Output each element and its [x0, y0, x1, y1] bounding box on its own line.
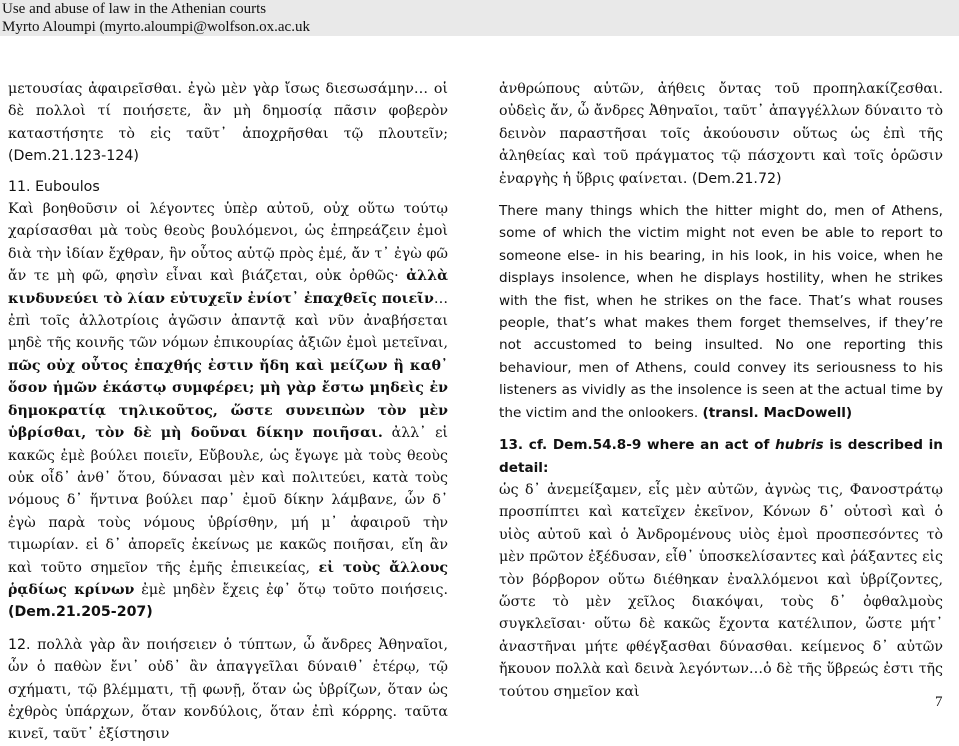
heading-text: is described in detail:	[499, 437, 943, 476]
greek-text-bold: εἰ τοὺς ἄλλους ῥᾳδίως κρίνων	[8, 559, 449, 598]
passage-13-heading	[499, 434, 943, 479]
header-title: Use and abuse of law in the Athenian courts	[2, 1, 267, 17]
heading-emphasis: hubris	[775, 437, 824, 454]
right-column	[499, 78, 943, 703]
greek-text: ἀλλ᾽ εἰ κακῶς ἐμὲ βούλει ποιεῖν, Εὔβουλε, ὡς ἔγωγε μὰ τοὺς θεοὺς οὐκ οἶδ᾽ ἀνθ᾽ ὅτου, δύνασαι μὲν καὶ πολιτεύει, κατὰ τοὺς νόμους δ᾽ ἥντινα βούλει παρ᾽ ἐμοῦ δίκην λάμβανε, ὧν δ᾽ ἐγὼ παρὰ τοὺς νόμους ὑβρίσθην, μή μ᾽ ἀφαιροῦ τὴν τιμωρίαν. εἰ δ᾽ ἀπορεῖς ἐκείνως με κακῶς ποιῆσαι, εἴη ἂν καὶ τοῦτο σημεῖον τῆς ἐμῆς ἐπιεικείας,	[8, 425, 448, 576]
passage-12	[8, 634, 448, 746]
passage-label: 11. Euboulos	[8, 178, 100, 195]
greek-text: …ἐπὶ τοῖς ἀλλοτρίοις ἀγῶσιν ἀπαντᾷ καὶ νῦν ἀναβήσεται μηδὲ τῆς κοινῆς τῶν νόμων ἐπικουρίας ἀξιῶν ἐμοὶ μετεῖναι,	[8, 290, 448, 352]
header-author: Myrto Aloumpi (myrto.aloumpi@wolfson.ox.ac.uk	[2, 19, 310, 35]
translation	[499, 200, 943, 424]
passage-13	[499, 479, 943, 703]
greek-text: πολλὰ γὰρ ἂν ποιήσειεν ὁ τύπτων, ὦ ἄνδρες Ἀθηναῖοι, ὧν ὁ παθὼν ἔνι᾽ οὐδ᾽ ἂν ἀπαγγεῖλαι δύναιθ᾽ ἑτέρῳ, τῷ σχήματι, τῷ βλέμματι, τῇ φωνῇ, ὅταν ὡς ὑβρίζων, ὅταν ὡς ἐχθρὸς ὑπάρχων, ὅταν κονδύλοις, ὅταν ἐπὶ κόρρης. ταῦτα κινεῖ, ταῦτ᾽ ἐξίστησιν	[8, 636, 448, 743]
passage-11	[8, 198, 448, 624]
greek-text: Καὶ βοηθοῦσιν οἱ λέγοντες ὑπὲρ αὐτοῦ, οὐχ οὕτω τούτῳ χαρίσασθαι μὰ τοὺς θεοὺς βουλόμενοι, ὡς ἐπηρεάζειν ἐμοὶ διὰ τὴν ἰδίαν ἔχθραν, ἣν οὗτος αὑτῷ πρὸς ἐμέ, ἄν τ᾽ ἐγὼ φῶ ἄν τε μὴ φῶ, φησὶν εἶναι καὶ βιάζεται, οὐκ ὀρθῶς·	[8, 201, 448, 285]
left-column	[8, 78, 448, 746]
citation: (transl. MacDowell)	[702, 404, 853, 421]
document-header	[0, 0, 959, 36]
greek-text-bold: πῶς οὐχ οὗτος ἐπαχθής ἐστιν ἤδη καὶ μείζων ἢ καθ᾽ ὅσον ἡμῶν ἑκάστῳ συμφέρει; μὴ γὰρ ἔστω μηδεὶς ἐν δημοκρατίᾳ τηλικοῦτος, ὥστε συνειπὼν τὸν μὲν ὑβρίσθαι, τὸν δὲ μὴ δοῦναι δίκην ποιῆσαι.	[8, 357, 448, 442]
greek-text: ἀνθρώπους αὑτῶν, ἀήθεις ὄντας τοῦ προπηλακίζεσθαι. οὐδεὶς ἄν, ὦ ἄνδρες Ἀθηναῖοι, ταῦτ᾽ ἀπαγγέλλων δύναιτο τὸ δεινὸν παραστῆσαι τοῖς ἀκούουσιν οὕτως ὡς ἐπὶ τῆς ἀληθείας καὶ τοῦ πράγματος τῷ πάσχοντι καὶ τοῖς ὁρῶσιν ἐναργὴς ἡ ὕβρις φαίνεται.	[499, 81, 943, 187]
greek-text: ἐμὲ μηδὲν ἔχεις ἐφ᾽ ὅτῳ τοῦτο ποιήσεις.	[134, 581, 448, 598]
passage-11-label	[8, 176, 448, 198]
passage-12-end	[499, 78, 943, 190]
english-text: There many things which the hitter might do, men of Athens, some of which the victim might not even be able to report to someone else- in his bearing, in his look, in his voice, when he displays insolence, when he displays hostility, when he strikes with the fist, when he strikes on the face. That’s what rouses people, that’s what makes them forget themselves, if they’re not accustomed to being insulted. No one reporting this behaviour, men of Athens, could convey its seriousness to his listeners as vividly as the insolence is seen at the actual time by the victim and the onlookers.	[499, 203, 943, 421]
citation: (Dem.21.123-124)	[8, 148, 139, 165]
passage-label: 12.	[8, 636, 31, 653]
page-number: 7	[935, 694, 943, 710]
greek-text: ὡς δ᾽ ἀνεμείξαμεν, εἷς μὲν αὐτῶν, ἀγνὼς τις, Φανοστράτῳ προσπίπτει καὶ κατεῖχεν ἐκεῖνον, Κόνων δ᾽ οὑτοσὶ καὶ ὁ υἱὸς αὐτοῦ καὶ ὁ Ἀνδρομένους υἱὸς ἐμοὶ προσπεσόντες τὸ μὲν πρῶτον ἐξέδυσαν, εἶθ᾽ ὑποσκελίσαντες καὶ ῥάξαντες εἰς τὸν βόρβορον οὕτω διέθηκαν ἐναλλόμενοι καὶ ὑβρίζοντες, ὥστε τὸ μὲν χεῖλος διακόψαι, τοὺς δ᾽ ὀφθαλμοὺς συγκλεῖσαι· οὕτω δὲ κακῶς ἔχοντα κατέλιπον, ὥστε μήτ᾽ ἀναστῆναι μήτε φθέγξασθαι δύνασθαι. κείμενος δ᾽ αὐτῶν ἤκουον πολλὰ καὶ δεινὰ λεγόντων…ὁ δὲ τῆς ὕβρεώς ἐστι τῆς τούτου σημεῖον καὶ	[499, 481, 943, 700]
citation: (Dem.21.72)	[691, 170, 782, 187]
citation: (Dem.21.205-207)	[8, 604, 153, 621]
heading-text: 13. cf. Dem.54.8-9 where an act of	[499, 437, 776, 454]
greek-text-bold: ἀλλὰ κινδυνεύει τὸ λίαν εὐτυχεῖν ἐνίοτ᾽ ἐπαχθεῖς ποιεῖν	[8, 268, 448, 307]
passage-10-end	[8, 78, 448, 168]
greek-text: μετουσίας ἀφαιρεῖσθαι. ἐγὼ μὲν γὰρ ἴσως διεσωσάμην… οἱ δὲ πολλοὶ τί ποιήσετε, ἂν μὴ δημοσίᾳ πᾶσιν φοβερὸν καταστήσητε τὸ εἰς ταῦτ᾽ ἀποχρῆσθαι τῷ πλουτεῖν;	[8, 81, 448, 142]
